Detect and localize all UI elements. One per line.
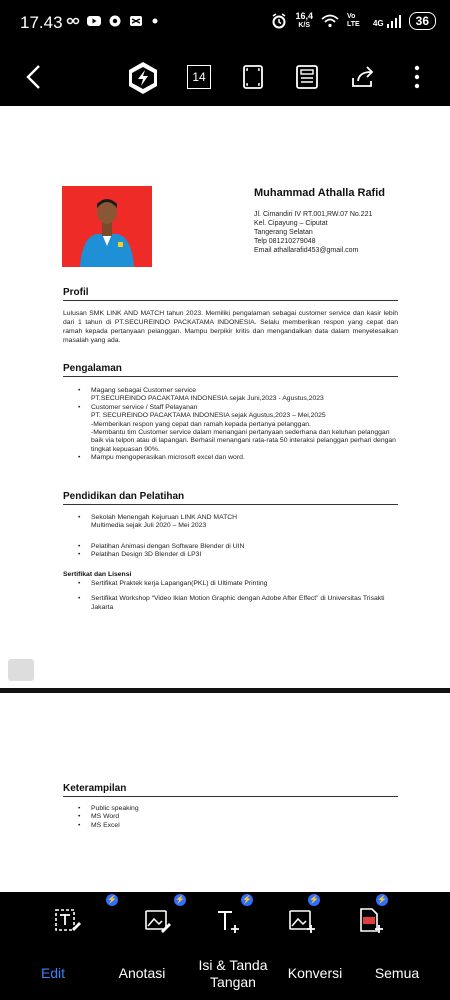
section-rule bbox=[63, 504, 398, 505]
signal-label: 4G bbox=[372, 18, 384, 28]
anotasi-label[interactable]: Anotasi bbox=[118, 965, 166, 981]
person-photo-icon bbox=[62, 186, 152, 267]
section-title-pendidikan: Pendidikan dan Pelatihan bbox=[63, 491, 185, 502]
pelatihan-list bbox=[78, 543, 398, 560]
edit-label[interactable]: Edit bbox=[40, 965, 66, 981]
sertifikat-heading: Sertifikat dan Lisensi bbox=[63, 571, 132, 578]
item-title: Sekolah Menengah Kejuruan LINK AND MATCH bbox=[91, 514, 238, 521]
keterampilan-list bbox=[78, 805, 398, 830]
profil-text: Lulusan SMK LINK AND MATCH tahun 2023. Memiliki pengalaman sebagai customer service dan kasir lebih dari 1 tahun di PT.SECUREINDO PACKATAMA INDONESIA. Selalu memberikan respon yang cepat dan ramah kepada pertanyaan pelanggan. Mampu berpikir kritis dan mengandalkan data dalam menyelesaikan masalah yang ada. bbox=[63, 310, 398, 344]
ai-assistant-button[interactable] bbox=[125, 60, 161, 96]
list-item: • Sertifikat Praktek kerja Lapangan(PKL) di Ultimate Printing bbox=[78, 580, 398, 588]
youtube-icon bbox=[87, 15, 101, 27]
list-item: • MS Word bbox=[78, 813, 398, 821]
list-item: • Pelatihan Design 3D Blender di LP3I bbox=[78, 551, 398, 559]
item-title: Mampu mengoperasikan microsoft excel dan word. bbox=[91, 454, 245, 462]
document-layout-icon bbox=[295, 64, 319, 90]
image-edit-icon bbox=[136, 902, 180, 940]
semua-label[interactable]: Semua bbox=[374, 965, 420, 981]
ai-badge-icon: ⚡ bbox=[175, 895, 185, 904]
list-item bbox=[78, 454, 398, 462]
list-item bbox=[78, 387, 398, 404]
reading-mode-button[interactable] bbox=[290, 60, 324, 94]
back-button[interactable] bbox=[16, 60, 50, 94]
speed-value: 16,4 bbox=[295, 11, 313, 21]
section-title-keterampilan: Keterampilan bbox=[63, 783, 127, 794]
section-title-pengalaman: Pengalaman bbox=[63, 363, 122, 374]
ai-badge-icon: ⚡ bbox=[242, 895, 252, 904]
isi-tanda-tangan-button[interactable] bbox=[206, 902, 250, 940]
wifi-icon bbox=[321, 14, 339, 28]
chevron-left-icon bbox=[24, 64, 42, 90]
resume-name: Muhammad Athalla Rafid bbox=[254, 187, 385, 199]
profile-photo bbox=[62, 186, 152, 267]
address-line: Jl. Cimandiri IV RT.001,RW.07 No.221 bbox=[254, 211, 373, 218]
alarm-icon bbox=[271, 13, 287, 29]
list-item: • Sertifikat Workshop “Video Iklan Motion Graphic dengan Adobe After Effect” di Universitas Trisakti Jakarta bbox=[78, 595, 398, 612]
ai-badge-icon: ⚡ bbox=[309, 895, 319, 904]
more-options-button[interactable] bbox=[400, 60, 434, 94]
konversi-button[interactable] bbox=[280, 902, 324, 940]
item-detail: -Memberikan respon yang cepat dan ramah kepada pertanya pelanggan. bbox=[91, 420, 311, 428]
network-speed bbox=[295, 12, 313, 30]
pendidikan-list bbox=[78, 514, 398, 531]
item-title: Magang sebagai Customer service bbox=[91, 387, 197, 394]
semua-button[interactable] bbox=[349, 902, 393, 940]
text-edit-icon bbox=[46, 902, 90, 940]
speed-unit: K/S bbox=[298, 22, 311, 29]
chrome-icon bbox=[108, 15, 122, 27]
link-icon bbox=[66, 15, 80, 27]
more-vertical-icon bbox=[414, 65, 420, 89]
battery-indicator: 36 bbox=[409, 12, 436, 30]
fit-page-icon bbox=[242, 64, 264, 90]
reader-toolbar bbox=[0, 48, 450, 106]
page-number-box: 14 bbox=[187, 65, 211, 89]
anotasi-button[interactable] bbox=[136, 902, 180, 940]
contact-info bbox=[254, 210, 372, 255]
list-item: • Public speaking bbox=[78, 805, 398, 813]
edit-button[interactable] bbox=[46, 902, 90, 940]
city-line: Tangerang Selatan bbox=[254, 229, 313, 236]
status-time: 17.43 bbox=[20, 13, 63, 32]
item-detail: PT. SECUREINDO PACAKTAMA INDONESIA sejak Agustus,2023 – Mei,2025 bbox=[91, 412, 326, 420]
capcut-icon bbox=[129, 15, 143, 27]
sertifikat-list bbox=[78, 580, 398, 612]
signal-icon bbox=[373, 15, 401, 28]
list-item bbox=[78, 514, 398, 531]
image-add-icon bbox=[280, 902, 324, 940]
email-line: Email athallarafid453@gmail.com bbox=[254, 247, 359, 254]
volte-label: Vo LTE bbox=[346, 13, 360, 28]
text-add-icon bbox=[206, 902, 250, 940]
section-title-profil: Profil bbox=[63, 287, 89, 298]
item-detail: -Membantu tim Customer service dalam menangani pertanyaan sederhana dan keluhan pelanggan baik via telpon atau di lapangan. Berhasil menangani rata-rata 50 interaksi pelanggan perhari dengan tingkat kepuasan 90%. bbox=[91, 429, 396, 453]
share-button[interactable] bbox=[346, 60, 380, 94]
list-item: • MS Excel bbox=[78, 822, 398, 830]
scroll-handle[interactable] bbox=[8, 659, 34, 681]
notification-icons bbox=[66, 15, 164, 27]
page-number-button[interactable] bbox=[182, 60, 216, 94]
dot-icon bbox=[150, 15, 164, 27]
view-mode-button[interactable] bbox=[236, 60, 270, 94]
lightning-hexagon-icon bbox=[126, 61, 160, 95]
item-title: Customer service / Staff Pelayanan bbox=[91, 403, 198, 411]
bottom-action-bar bbox=[0, 892, 450, 1000]
phone-line: Telp 081210279048 bbox=[254, 238, 316, 245]
share-icon bbox=[349, 64, 377, 90]
section-rule bbox=[63, 300, 398, 301]
document-page-2[interactable] bbox=[0, 693, 450, 892]
section-rule bbox=[63, 376, 398, 377]
status-bar bbox=[0, 0, 450, 48]
section-rule bbox=[63, 796, 398, 797]
list-item bbox=[78, 404, 398, 454]
ai-badge-icon: ⚡ bbox=[377, 895, 387, 904]
document-page-1[interactable] bbox=[0, 106, 450, 688]
ai-badge-icon: ⚡ bbox=[107, 895, 117, 904]
konversi-label[interactable]: Konversi bbox=[287, 965, 343, 981]
isi-tanda-tangan-label[interactable]: Isi & Tanda Tangan bbox=[198, 957, 268, 990]
item-detail: Multimedia sejak Juli 2020 – Mei 2023 bbox=[91, 522, 207, 530]
pdf-add-icon bbox=[349, 902, 393, 940]
item-detail: PT.SECUREINDO PACAKTAMA INDONESIA sejak Juni,2023 - Agustus,2023 bbox=[91, 395, 324, 403]
pengalaman-list bbox=[78, 387, 398, 463]
list-item: • Pelatihan Animasi dengan Software Blender di UIN bbox=[78, 543, 398, 551]
kelurahan-line: Kel. Cipayung – Ciputat bbox=[254, 220, 328, 227]
